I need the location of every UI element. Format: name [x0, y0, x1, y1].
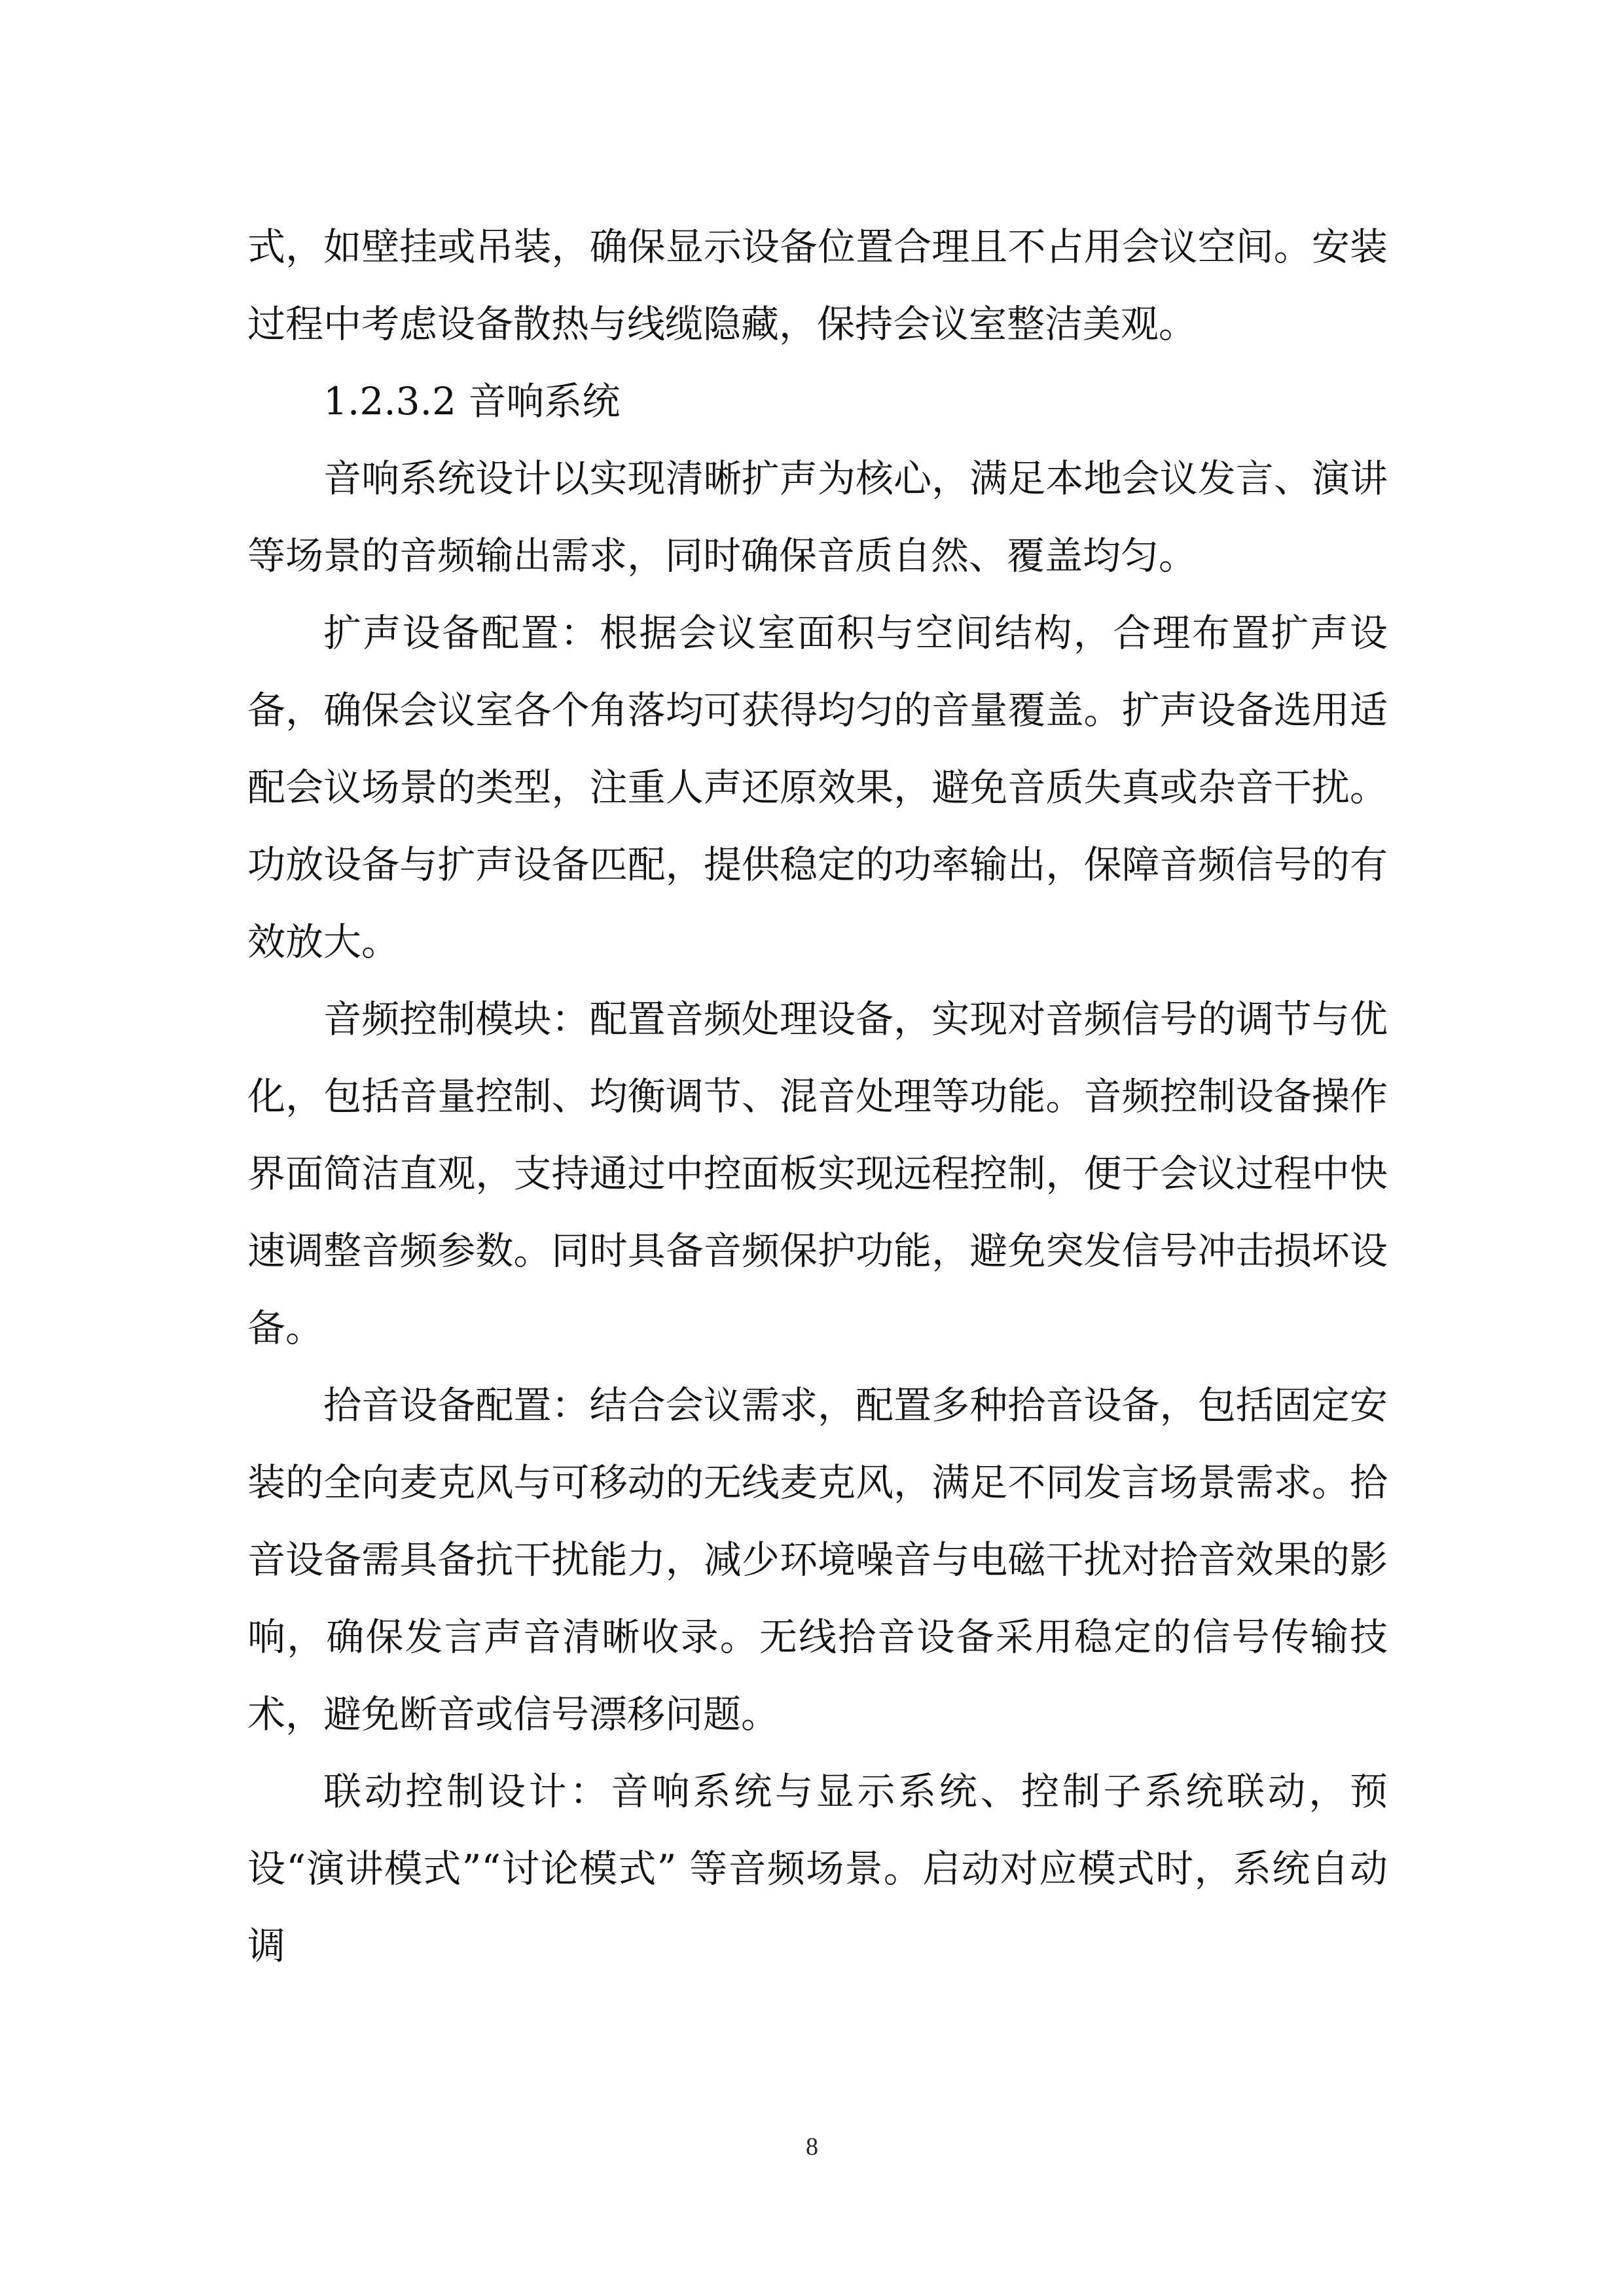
document-body [247, 208, 1388, 1984]
paragraph-amplification: 扩声设备配置：根据会议室面积与空间结构，合理布置扩声设备，确保会议室各个角落均可获得均匀的音量覆盖。扩声设备选用适配会议场景的类型，注重人声还原效果，避免音质失真或杂音干扰。功放设备与扩声设备匹配，提供稳定的功率输出，保障音频信号的有效放大。 [247, 611, 1388, 964]
paragraph-audio-control: 音频控制模块：配置音频处理设备，实现对音频信号的调节与优化，包括音量控制、均衡调节、混音处理等功能。音频控制设备操作界面简洁直观，支持通过中控面板实现远程控制，便于会议过程中快速调整音频参数。同时具备音频保护功能，避免突发信号冲击损坏设备。 [247, 997, 1388, 1350]
paragraph-audio-intro: 音响系统设计以实现清晰扩声为核心，满足本地会议发言、演讲等场景的音频输出需求，同时确保音质自然、覆盖均匀。 [247, 456, 1388, 578]
section-heading: 1.2.3.2 音响系统 [323, 379, 621, 423]
page-number: 8 [806, 2133, 818, 2161]
paragraph-linkage: 联动控制设计：音响系统与显示系统、控制子系统联动，预设“演讲模式”“讨论模式” 等音频场景。启动对应模式时，系统自动调 [247, 1769, 1388, 1968]
paragraph-pickup: 拾音设备配置：结合会议需求，配置多种拾音设备，包括固定安装的全向麦克风与可移动的无线麦克风，满足不同发言场景需求。拾音设备需具备抗干扰能力，减少环境噪音与电磁干扰对拾音效果的影响，确保发言声音清晰收录。无线拾音设备采用稳定的信号传输技术，避免断音或信号漂移问题。 [247, 1383, 1388, 1736]
paragraph-continuation: 式，如壁挂或吊装，确保显示设备位置合理且不占用会议空间。安装过程中考虑设备散热与线缆隐藏，保持会议室整洁美观。 [247, 224, 1388, 346]
